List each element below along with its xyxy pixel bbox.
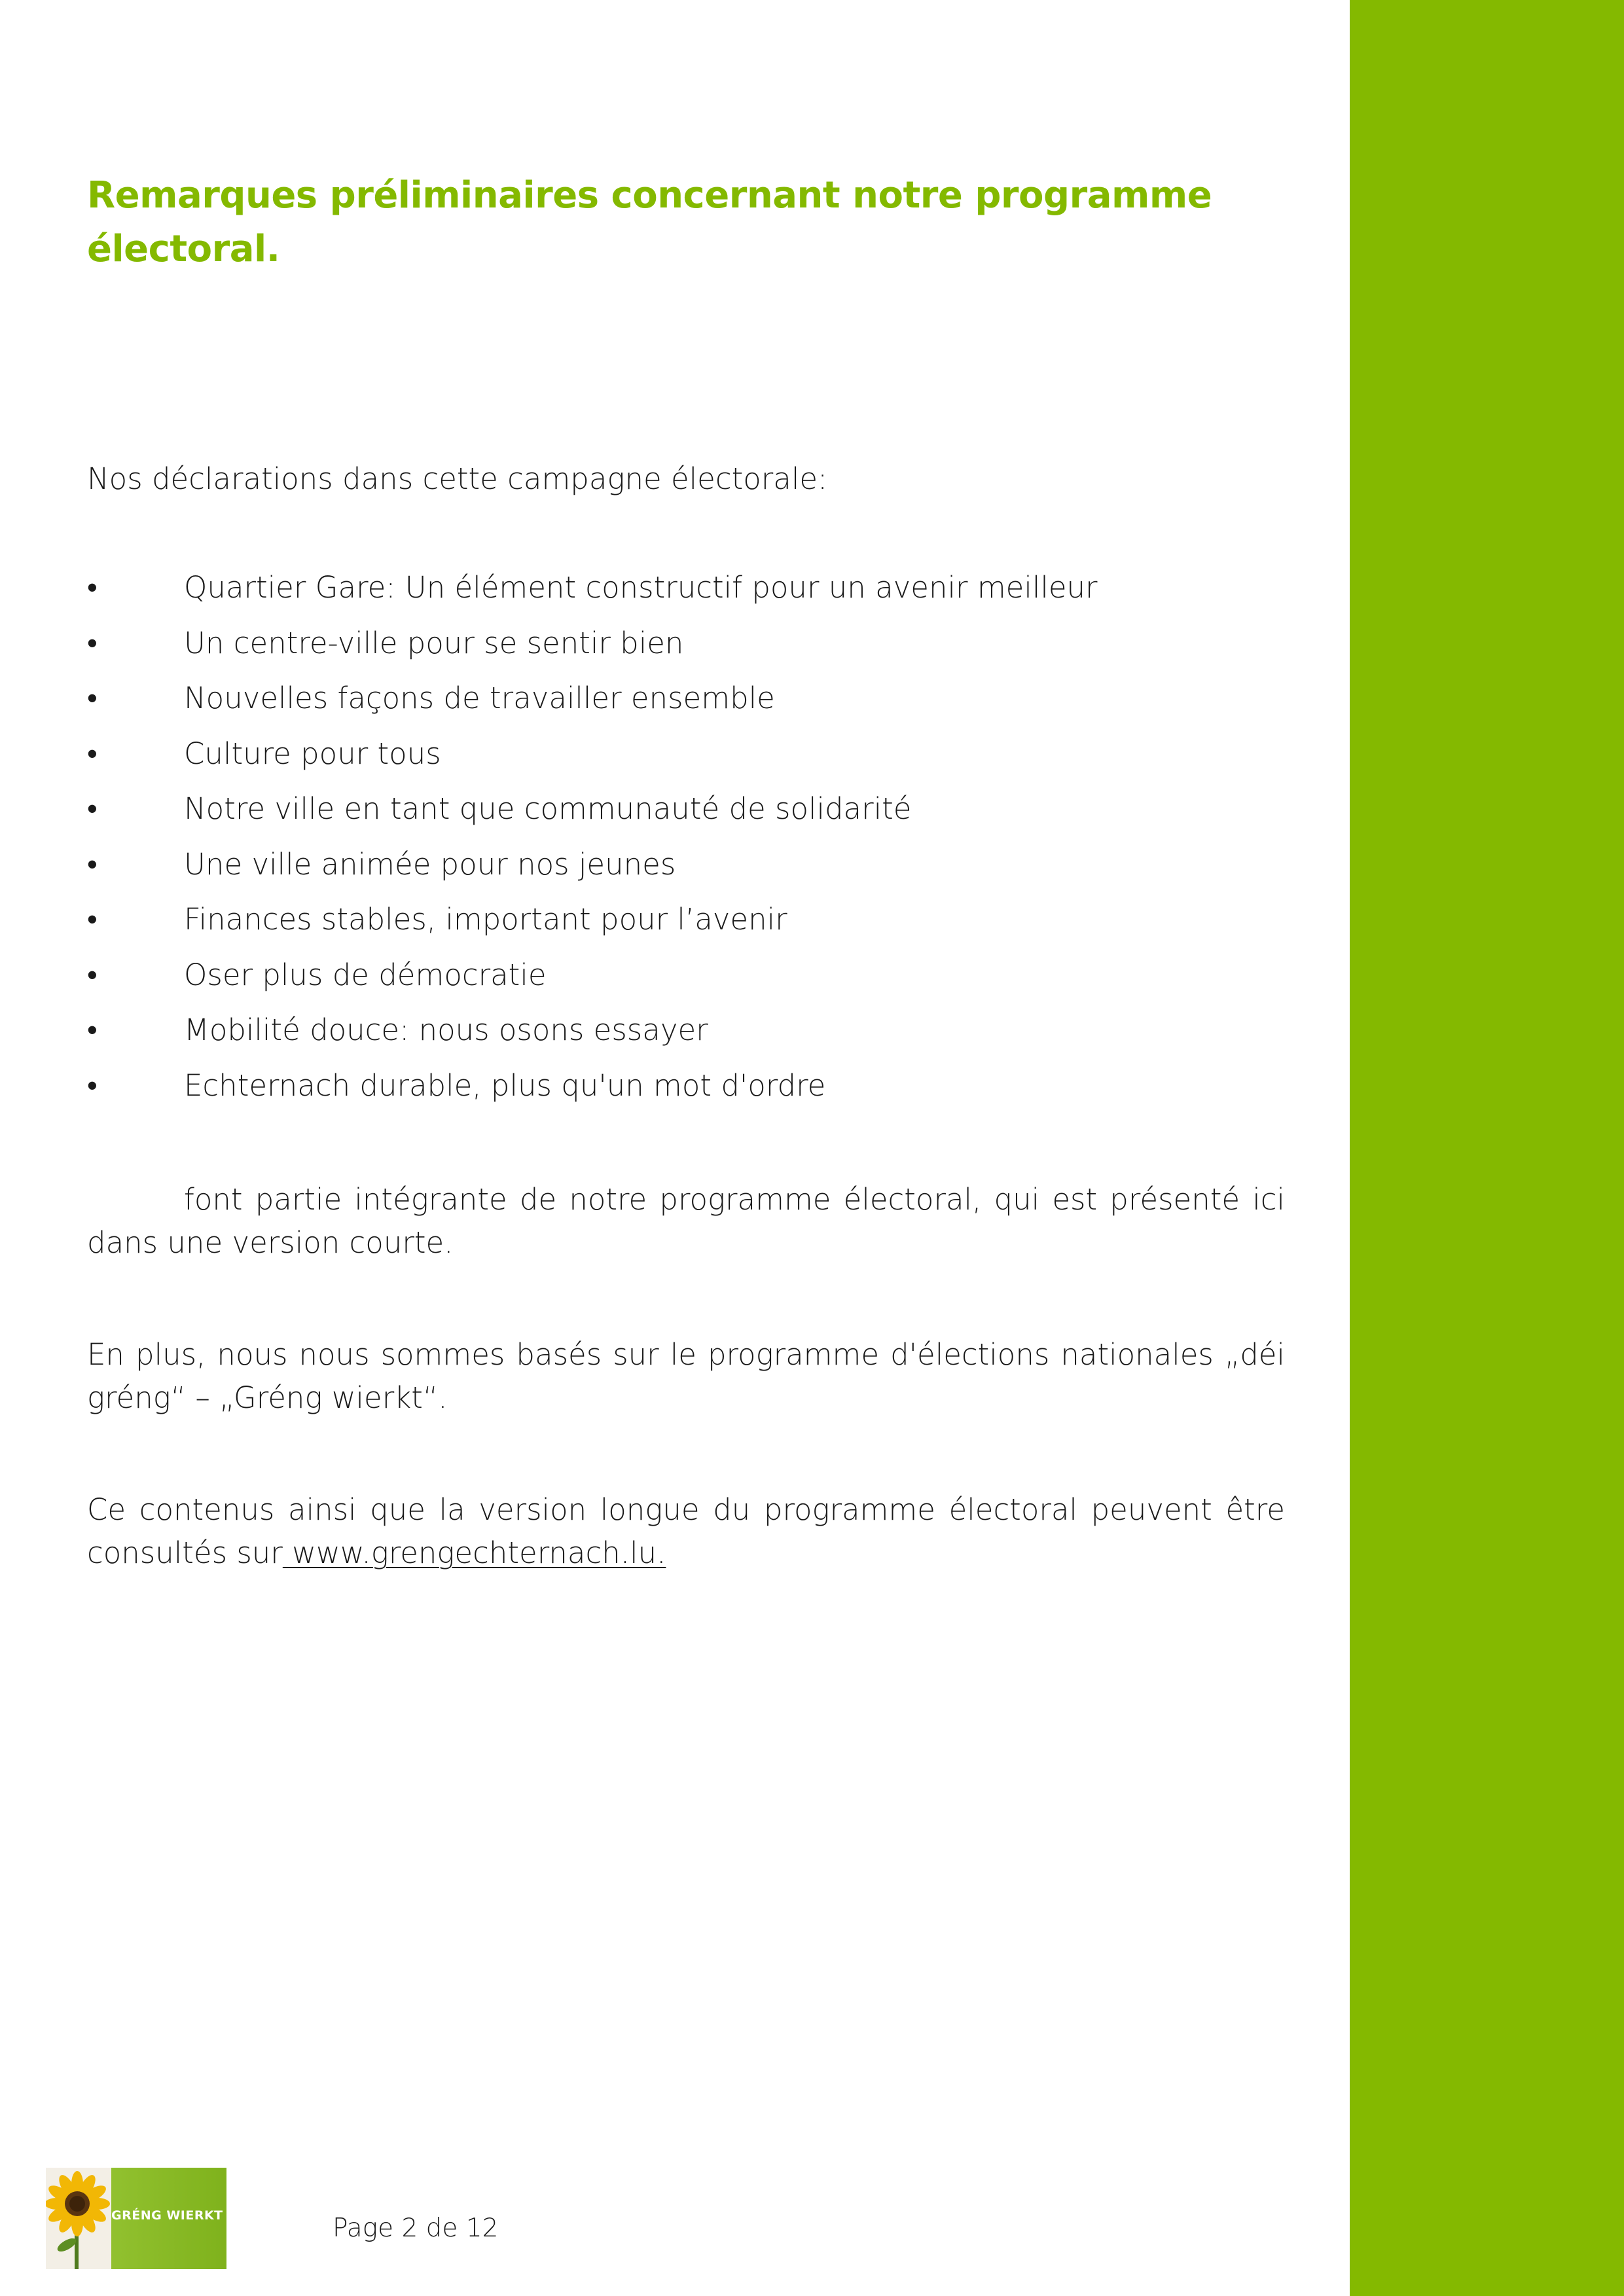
list-item-text: Notre ville en tant que communauté de solidarité: [184, 791, 912, 826]
list-item: [87, 677, 1285, 733]
list-item: [87, 844, 1285, 899]
website-link[interactable]: www.grengechternach.lu.: [282, 1535, 666, 1570]
list-item: [87, 899, 1285, 954]
list-item: [87, 788, 1285, 844]
list-item: [87, 567, 1285, 622]
list-item-text: Oser plus de démocratie: [184, 957, 547, 992]
list-item-text: Une ville animée pour nos jeunes: [184, 846, 676, 882]
bullet-icon: •: [87, 1013, 98, 1047]
paragraph-program-summary: font partie intégrante de notre programme électoral, qui est présenté ici dans une version courte.: [87, 1182, 1285, 1260]
bullet-icon: •: [87, 570, 98, 605]
paragraph-website-text: Ce contenus ainsi que la version longue du programme électoral peuvent être consultés sur: [87, 1492, 1285, 1570]
bullet-icon: •: [87, 736, 98, 771]
page-number: Page 2 de 12: [333, 2214, 499, 2243]
list-item-text: Culture pour tous: [184, 736, 441, 771]
bullet-icon: •: [87, 846, 98, 882]
list-item: [87, 1009, 1285, 1065]
side-color-band: [1350, 0, 1624, 2296]
logo-text: GRÉNG WIERKT: [111, 2208, 223, 2223]
sunflower-icon: [46, 2168, 111, 2269]
list-item-text: Quartier Gare: Un élément constructif pour un avenir meilleur: [184, 570, 1098, 605]
page-title-line-2: électoral.: [87, 228, 280, 270]
list-item-text: Mobilité douce: nous osons essayer: [184, 1013, 708, 1047]
list-item: [87, 1065, 1285, 1121]
paragraph-website: [87, 1488, 1285, 1575]
campaign-logo: [46, 2168, 226, 2269]
list-item-text: Echternach durable, plus qu'un mot d'ordre: [184, 1067, 826, 1103]
bullet-icon: •: [87, 625, 98, 660]
page-title: [87, 169, 1285, 276]
list-item-text: Un centre-ville pour se sentir bien: [184, 625, 684, 660]
bullet-icon: •: [87, 791, 98, 826]
list-item-text: Finances stables, important pour l’avenir: [184, 902, 787, 937]
list-item: [87, 622, 1285, 678]
list-item: [87, 733, 1285, 789]
bullet-icon: •: [87, 957, 98, 992]
bullet-icon: •: [87, 902, 98, 937]
intro-text: Nos déclarations dans cette campagne électorale:: [87, 461, 828, 496]
page-title-line-1: Remarques préliminaires concernant notre programme: [87, 174, 1212, 217]
bullet-icon: •: [87, 1067, 98, 1103]
paragraph-national-program: En plus, nous nous sommes basés sur le programme d'élections nationales „déi gréng“ – „Gréng wierkt“.: [87, 1337, 1285, 1415]
list-item: [87, 954, 1285, 1010]
bullet-icon: •: [87, 681, 98, 715]
list-item-text: Nouvelles façons de travailler ensemble: [184, 681, 775, 715]
declarations-list: [87, 567, 1285, 1120]
